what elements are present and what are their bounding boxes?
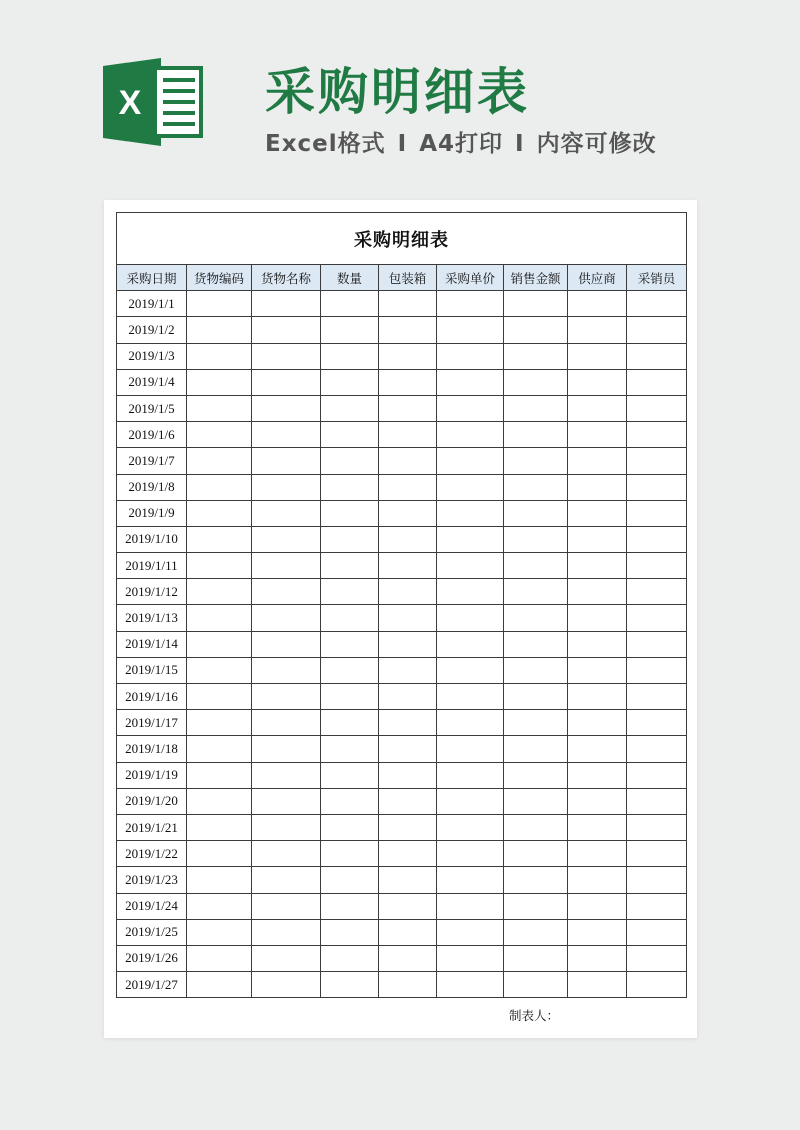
empty-cell[interactable] bbox=[321, 526, 379, 552]
date-cell[interactable]: 2019/1/3 bbox=[117, 343, 187, 369]
date-cell[interactable]: 2019/1/6 bbox=[117, 422, 187, 448]
empty-cell[interactable] bbox=[321, 736, 379, 762]
table-row bbox=[117, 814, 687, 840]
empty-cell[interactable] bbox=[437, 788, 504, 814]
empty-cell[interactable] bbox=[504, 448, 568, 474]
column-header: 货物名称 bbox=[252, 265, 321, 291]
empty-cell[interactable] bbox=[437, 343, 504, 369]
date-cell[interactable]: 2019/1/19 bbox=[117, 762, 187, 788]
empty-cell[interactable] bbox=[627, 814, 687, 840]
empty-cell[interactable] bbox=[504, 867, 568, 893]
logo-letter: X bbox=[118, 84, 142, 122]
empty-cell[interactable] bbox=[321, 972, 379, 998]
empty-cell[interactable] bbox=[321, 500, 379, 526]
empty-cell[interactable] bbox=[321, 893, 379, 919]
empty-cell[interactable] bbox=[379, 814, 437, 840]
table-row bbox=[117, 972, 687, 998]
empty-cell[interactable] bbox=[252, 657, 321, 683]
empty-cell[interactable] bbox=[627, 684, 687, 710]
empty-cell[interactable] bbox=[379, 605, 437, 631]
empty-cell[interactable] bbox=[568, 893, 627, 919]
date-cell[interactable]: 2019/1/12 bbox=[117, 579, 187, 605]
date-cell[interactable]: 2019/1/4 bbox=[117, 369, 187, 395]
empty-cell[interactable] bbox=[627, 893, 687, 919]
empty-cell[interactable] bbox=[568, 579, 627, 605]
empty-cell[interactable] bbox=[504, 814, 568, 840]
empty-cell[interactable] bbox=[627, 762, 687, 788]
page-subtitle bbox=[265, 125, 657, 158]
date-cell[interactable]: 2019/1/1 bbox=[117, 291, 187, 317]
empty-cell[interactable] bbox=[627, 369, 687, 395]
empty-cell[interactable] bbox=[379, 579, 437, 605]
empty-cell[interactable] bbox=[187, 684, 252, 710]
subtitle-separator: I bbox=[515, 131, 525, 157]
empty-cell[interactable] bbox=[568, 369, 627, 395]
empty-cell[interactable] bbox=[252, 474, 321, 500]
empty-cell[interactable] bbox=[568, 945, 627, 971]
empty-cell[interactable] bbox=[379, 369, 437, 395]
empty-cell[interactable] bbox=[321, 684, 379, 710]
date-cell[interactable]: 2019/1/8 bbox=[117, 474, 187, 500]
empty-cell[interactable] bbox=[379, 343, 437, 369]
table-row bbox=[117, 500, 687, 526]
date-cell[interactable]: 2019/1/9 bbox=[117, 500, 187, 526]
empty-cell[interactable] bbox=[321, 605, 379, 631]
empty-cell[interactable] bbox=[437, 553, 504, 579]
empty-cell[interactable] bbox=[504, 317, 568, 343]
empty-cell[interactable] bbox=[627, 317, 687, 343]
date-cell[interactable]: 2019/1/21 bbox=[117, 814, 187, 840]
empty-cell[interactable] bbox=[187, 657, 252, 683]
empty-cell[interactable] bbox=[627, 474, 687, 500]
empty-cell[interactable] bbox=[321, 369, 379, 395]
empty-cell[interactable] bbox=[568, 710, 627, 736]
empty-cell[interactable] bbox=[187, 945, 252, 971]
subtitle-format: Excel格式 bbox=[265, 131, 386, 157]
table-row bbox=[117, 369, 687, 395]
empty-cell[interactable] bbox=[504, 343, 568, 369]
empty-cell[interactable] bbox=[504, 500, 568, 526]
empty-cell[interactable] bbox=[627, 736, 687, 762]
empty-cell[interactable] bbox=[187, 919, 252, 945]
empty-cell[interactable] bbox=[627, 579, 687, 605]
empty-cell[interactable] bbox=[568, 605, 627, 631]
table-row bbox=[117, 710, 687, 736]
empty-cell[interactable] bbox=[568, 291, 627, 317]
date-cell[interactable]: 2019/1/14 bbox=[117, 631, 187, 657]
empty-cell[interactable] bbox=[568, 684, 627, 710]
table-row bbox=[117, 657, 687, 683]
empty-cell[interactable] bbox=[252, 841, 321, 867]
empty-cell[interactable] bbox=[187, 291, 252, 317]
date-cell[interactable]: 2019/1/24 bbox=[117, 893, 187, 919]
empty-cell[interactable] bbox=[504, 736, 568, 762]
empty-cell[interactable] bbox=[437, 369, 504, 395]
empty-cell[interactable] bbox=[568, 553, 627, 579]
table-row bbox=[117, 553, 687, 579]
date-cell[interactable]: 2019/1/22 bbox=[117, 841, 187, 867]
subtitle-editable: 内容可修改 bbox=[536, 131, 657, 157]
empty-cell[interactable] bbox=[437, 579, 504, 605]
column-header: 销售金额 bbox=[504, 265, 568, 291]
empty-cell[interactable] bbox=[504, 422, 568, 448]
empty-cell[interactable] bbox=[187, 500, 252, 526]
empty-cell[interactable] bbox=[379, 919, 437, 945]
column-header: 采购日期 bbox=[117, 265, 187, 291]
empty-cell[interactable] bbox=[627, 526, 687, 552]
empty-cell[interactable] bbox=[627, 631, 687, 657]
empty-cell[interactable] bbox=[252, 369, 321, 395]
empty-cell[interactable] bbox=[437, 448, 504, 474]
date-cell[interactable]: 2019/1/15 bbox=[117, 657, 187, 683]
empty-cell[interactable] bbox=[627, 710, 687, 736]
date-cell[interactable]: 2019/1/13 bbox=[117, 605, 187, 631]
empty-cell[interactable] bbox=[321, 710, 379, 736]
date-cell[interactable]: 2019/1/18 bbox=[117, 736, 187, 762]
empty-cell[interactable] bbox=[321, 631, 379, 657]
table-row bbox=[117, 317, 687, 343]
empty-cell[interactable] bbox=[379, 762, 437, 788]
empty-cell[interactable] bbox=[504, 605, 568, 631]
empty-cell[interactable] bbox=[379, 631, 437, 657]
empty-cell[interactable] bbox=[504, 526, 568, 552]
empty-cell[interactable] bbox=[568, 526, 627, 552]
empty-cell[interactable] bbox=[437, 317, 504, 343]
empty-cell[interactable] bbox=[437, 684, 504, 710]
empty-cell[interactable] bbox=[187, 474, 252, 500]
empty-cell[interactable] bbox=[252, 972, 321, 998]
empty-cell[interactable] bbox=[379, 553, 437, 579]
empty-cell[interactable] bbox=[504, 474, 568, 500]
empty-cell[interactable] bbox=[379, 500, 437, 526]
table-row bbox=[117, 474, 687, 500]
empty-cell[interactable] bbox=[321, 841, 379, 867]
empty-cell[interactable] bbox=[187, 631, 252, 657]
empty-cell[interactable] bbox=[437, 500, 504, 526]
empty-cell[interactable] bbox=[187, 710, 252, 736]
empty-cell[interactable] bbox=[568, 814, 627, 840]
empty-cell[interactable] bbox=[252, 526, 321, 552]
empty-cell[interactable] bbox=[252, 867, 321, 893]
empty-cell[interactable] bbox=[504, 788, 568, 814]
empty-cell[interactable] bbox=[568, 448, 627, 474]
empty-cell[interactable] bbox=[504, 657, 568, 683]
empty-cell[interactable] bbox=[437, 814, 504, 840]
date-cell[interactable]: 2019/1/10 bbox=[117, 526, 187, 552]
empty-cell[interactable] bbox=[252, 553, 321, 579]
purchase-table bbox=[116, 212, 687, 998]
date-cell[interactable]: 2019/1/11 bbox=[117, 553, 187, 579]
empty-cell[interactable] bbox=[252, 579, 321, 605]
empty-cell[interactable] bbox=[321, 474, 379, 500]
empty-cell[interactable] bbox=[187, 369, 252, 395]
empty-cell[interactable] bbox=[252, 343, 321, 369]
empty-cell[interactable] bbox=[321, 867, 379, 893]
empty-cell[interactable] bbox=[504, 919, 568, 945]
empty-cell[interactable] bbox=[321, 422, 379, 448]
table-row bbox=[117, 526, 687, 552]
empty-cell[interactable] bbox=[437, 474, 504, 500]
date-cell[interactable]: 2019/1/7 bbox=[117, 448, 187, 474]
date-cell[interactable]: 2019/1/23 bbox=[117, 867, 187, 893]
empty-cell[interactable] bbox=[504, 841, 568, 867]
column-header: 采购单价 bbox=[437, 265, 504, 291]
empty-cell[interactable] bbox=[187, 422, 252, 448]
empty-cell[interactable] bbox=[252, 736, 321, 762]
empty-cell[interactable] bbox=[504, 579, 568, 605]
empty-cell[interactable] bbox=[187, 526, 252, 552]
empty-cell[interactable] bbox=[437, 972, 504, 998]
empty-cell[interactable] bbox=[437, 605, 504, 631]
date-cell[interactable]: 2019/1/26 bbox=[117, 945, 187, 971]
empty-cell[interactable] bbox=[504, 395, 568, 421]
date-cell[interactable]: 2019/1/25 bbox=[117, 919, 187, 945]
empty-cell[interactable] bbox=[252, 605, 321, 631]
empty-cell[interactable] bbox=[379, 448, 437, 474]
page-header bbox=[0, 0, 800, 200]
empty-cell[interactable] bbox=[252, 684, 321, 710]
empty-cell[interactable] bbox=[568, 736, 627, 762]
empty-cell[interactable] bbox=[187, 736, 252, 762]
empty-cell[interactable] bbox=[321, 919, 379, 945]
sheet-title: 采购明细表 bbox=[117, 213, 687, 265]
empty-cell[interactable] bbox=[379, 657, 437, 683]
empty-cell[interactable] bbox=[379, 395, 437, 421]
empty-cell[interactable] bbox=[187, 343, 252, 369]
empty-cell[interactable] bbox=[627, 395, 687, 421]
empty-cell[interactable] bbox=[379, 972, 437, 998]
empty-cell[interactable] bbox=[437, 893, 504, 919]
empty-cell[interactable] bbox=[379, 317, 437, 343]
empty-cell[interactable] bbox=[252, 395, 321, 421]
empty-cell[interactable] bbox=[379, 867, 437, 893]
empty-cell[interactable] bbox=[568, 919, 627, 945]
column-header: 数量 bbox=[321, 265, 379, 291]
empty-cell[interactable] bbox=[504, 684, 568, 710]
empty-cell[interactable] bbox=[504, 369, 568, 395]
empty-cell[interactable] bbox=[437, 657, 504, 683]
empty-cell[interactable] bbox=[437, 919, 504, 945]
empty-cell[interactable] bbox=[627, 867, 687, 893]
table-row bbox=[117, 867, 687, 893]
table-row bbox=[117, 579, 687, 605]
table-row bbox=[117, 422, 687, 448]
empty-cell[interactable] bbox=[504, 893, 568, 919]
empty-cell[interactable] bbox=[627, 422, 687, 448]
empty-cell[interactable] bbox=[187, 841, 252, 867]
excel-logo-icon bbox=[103, 58, 203, 146]
date-cell[interactable]: 2019/1/27 bbox=[117, 972, 187, 998]
table-row bbox=[117, 788, 687, 814]
empty-cell[interactable] bbox=[627, 945, 687, 971]
empty-cell[interactable] bbox=[627, 553, 687, 579]
empty-cell[interactable] bbox=[252, 317, 321, 343]
empty-cell[interactable] bbox=[321, 657, 379, 683]
empty-cell[interactable] bbox=[568, 972, 627, 998]
subtitle-print: A4打印 bbox=[419, 131, 504, 157]
empty-cell[interactable] bbox=[321, 395, 379, 421]
empty-cell[interactable] bbox=[187, 317, 252, 343]
empty-cell[interactable] bbox=[252, 893, 321, 919]
empty-cell[interactable] bbox=[252, 448, 321, 474]
empty-cell[interactable] bbox=[437, 736, 504, 762]
empty-cell[interactable] bbox=[187, 972, 252, 998]
empty-cell[interactable] bbox=[627, 919, 687, 945]
empty-cell[interactable] bbox=[321, 291, 379, 317]
empty-cell[interactable] bbox=[321, 945, 379, 971]
empty-cell[interactable] bbox=[437, 867, 504, 893]
date-cell[interactable]: 2019/1/5 bbox=[117, 395, 187, 421]
empty-cell[interactable] bbox=[252, 710, 321, 736]
empty-cell[interactable] bbox=[187, 893, 252, 919]
column-header: 包装箱 bbox=[379, 265, 437, 291]
empty-cell[interactable] bbox=[437, 631, 504, 657]
empty-cell[interactable] bbox=[379, 736, 437, 762]
subtitle-separator: I bbox=[397, 131, 408, 157]
empty-cell[interactable] bbox=[504, 291, 568, 317]
empty-cell[interactable] bbox=[568, 500, 627, 526]
empty-cell[interactable] bbox=[568, 841, 627, 867]
empty-cell[interactable] bbox=[321, 762, 379, 788]
empty-cell[interactable] bbox=[187, 448, 252, 474]
empty-cell[interactable] bbox=[252, 762, 321, 788]
empty-cell[interactable] bbox=[504, 945, 568, 971]
empty-cell[interactable] bbox=[252, 291, 321, 317]
table-row bbox=[117, 684, 687, 710]
empty-cell[interactable] bbox=[321, 553, 379, 579]
empty-cell[interactable] bbox=[437, 395, 504, 421]
empty-cell[interactable] bbox=[379, 788, 437, 814]
empty-cell[interactable] bbox=[379, 422, 437, 448]
empty-cell[interactable] bbox=[379, 474, 437, 500]
table-row bbox=[117, 919, 687, 945]
empty-cell[interactable] bbox=[627, 448, 687, 474]
empty-cell[interactable] bbox=[321, 579, 379, 605]
empty-cell[interactable] bbox=[252, 788, 321, 814]
table-row bbox=[117, 841, 687, 867]
empty-cell[interactable] bbox=[187, 553, 252, 579]
empty-cell[interactable] bbox=[437, 291, 504, 317]
empty-cell[interactable] bbox=[568, 422, 627, 448]
empty-cell[interactable] bbox=[379, 684, 437, 710]
empty-cell[interactable] bbox=[187, 605, 252, 631]
empty-cell[interactable] bbox=[504, 762, 568, 788]
empty-cell[interactable] bbox=[627, 291, 687, 317]
empty-cell[interactable] bbox=[504, 710, 568, 736]
empty-cell[interactable] bbox=[568, 474, 627, 500]
date-cell[interactable]: 2019/1/17 bbox=[117, 710, 187, 736]
empty-cell[interactable] bbox=[568, 867, 627, 893]
empty-cell[interactable] bbox=[379, 291, 437, 317]
empty-cell[interactable] bbox=[437, 422, 504, 448]
empty-cell[interactable] bbox=[627, 657, 687, 683]
empty-cell[interactable] bbox=[627, 788, 687, 814]
empty-cell[interactable] bbox=[187, 814, 252, 840]
empty-cell[interactable] bbox=[437, 945, 504, 971]
empty-cell[interactable] bbox=[627, 343, 687, 369]
empty-cell[interactable] bbox=[568, 395, 627, 421]
document-page bbox=[104, 200, 697, 1038]
empty-cell[interactable] bbox=[187, 788, 252, 814]
empty-cell[interactable] bbox=[504, 972, 568, 998]
empty-cell[interactable] bbox=[568, 631, 627, 657]
empty-cell[interactable] bbox=[627, 500, 687, 526]
empty-cell[interactable] bbox=[321, 448, 379, 474]
empty-cell[interactable] bbox=[379, 710, 437, 736]
table-row bbox=[117, 762, 687, 788]
empty-cell[interactable] bbox=[437, 841, 504, 867]
empty-cell[interactable] bbox=[321, 317, 379, 343]
empty-cell[interactable] bbox=[187, 867, 252, 893]
empty-cell[interactable] bbox=[252, 814, 321, 840]
table-row bbox=[117, 893, 687, 919]
table-row bbox=[117, 448, 687, 474]
column-header: 采销员 bbox=[627, 265, 687, 291]
empty-cell[interactable] bbox=[627, 972, 687, 998]
date-cell[interactable]: 2019/1/16 bbox=[117, 684, 187, 710]
date-cell[interactable]: 2019/1/20 bbox=[117, 788, 187, 814]
empty-cell[interactable] bbox=[437, 526, 504, 552]
empty-cell[interactable] bbox=[187, 579, 252, 605]
empty-cell[interactable] bbox=[627, 605, 687, 631]
column-header-row bbox=[117, 265, 687, 291]
empty-cell[interactable] bbox=[321, 343, 379, 369]
empty-cell[interactable] bbox=[187, 762, 252, 788]
column-header: 供应商 bbox=[568, 265, 627, 291]
empty-cell[interactable] bbox=[568, 657, 627, 683]
table-row bbox=[117, 945, 687, 971]
table-row bbox=[117, 395, 687, 421]
empty-cell[interactable] bbox=[187, 395, 252, 421]
table-row bbox=[117, 631, 687, 657]
empty-cell[interactable] bbox=[252, 919, 321, 945]
empty-cell[interactable] bbox=[379, 841, 437, 867]
empty-cell[interactable] bbox=[252, 500, 321, 526]
empty-cell[interactable] bbox=[627, 841, 687, 867]
empty-cell[interactable] bbox=[379, 893, 437, 919]
empty-cell[interactable] bbox=[252, 422, 321, 448]
empty-cell[interactable] bbox=[568, 343, 627, 369]
empty-cell[interactable] bbox=[504, 553, 568, 579]
table-row bbox=[117, 736, 687, 762]
maker-label: 制表人： bbox=[509, 1008, 560, 1023]
table-row bbox=[117, 291, 687, 317]
column-header: 货物编码 bbox=[187, 265, 252, 291]
empty-cell[interactable] bbox=[252, 631, 321, 657]
empty-cell[interactable] bbox=[379, 945, 437, 971]
empty-cell[interactable] bbox=[504, 631, 568, 657]
empty-cell[interactable] bbox=[321, 788, 379, 814]
empty-cell[interactable] bbox=[252, 945, 321, 971]
table-row bbox=[117, 605, 687, 631]
empty-cell[interactable] bbox=[568, 317, 627, 343]
page-title: 采购明细表 bbox=[265, 63, 530, 121]
table-row bbox=[117, 343, 687, 369]
empty-cell[interactable] bbox=[568, 762, 627, 788]
empty-cell[interactable] bbox=[379, 526, 437, 552]
empty-cell[interactable] bbox=[321, 814, 379, 840]
empty-cell[interactable] bbox=[568, 788, 627, 814]
date-cell[interactable]: 2019/1/2 bbox=[117, 317, 187, 343]
empty-cell[interactable] bbox=[437, 710, 504, 736]
empty-cell[interactable] bbox=[437, 762, 504, 788]
